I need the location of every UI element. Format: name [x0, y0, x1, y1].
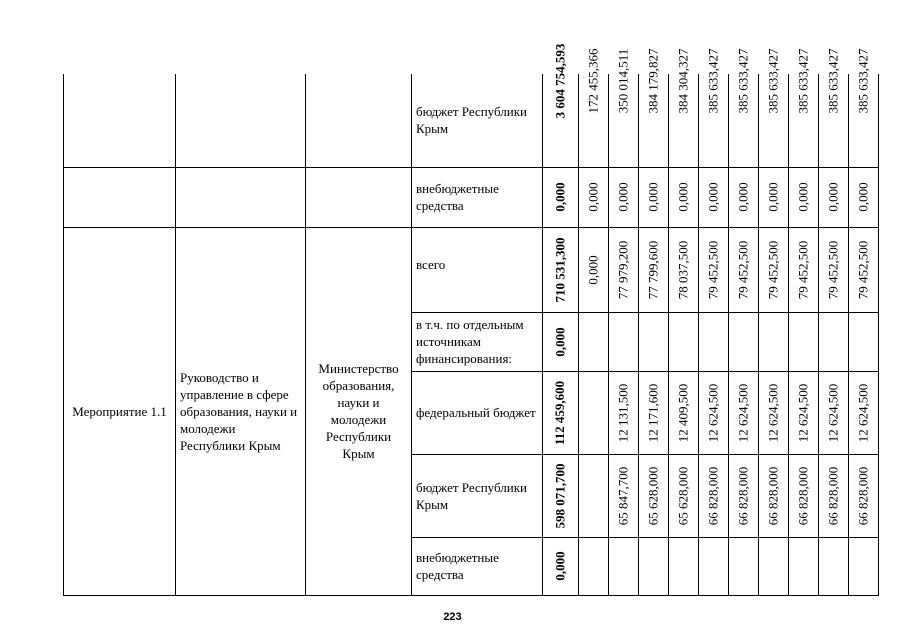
year-cell: 66 828,000	[819, 454, 849, 537]
empty-executor-cell	[306, 74, 412, 167]
year-cell: 12 624,500	[789, 371, 819, 454]
year-cell: 65 628,000	[669, 454, 699, 537]
year-cell	[639, 312, 669, 371]
year-cell	[579, 312, 609, 371]
year-cell	[609, 312, 639, 371]
year-cell: 79 452,500	[729, 227, 759, 312]
year-cell: 385 633,427	[699, 74, 729, 167]
source-cell: внебюджетные средства	[412, 167, 543, 227]
year-cell	[759, 537, 789, 595]
year-cell: 385 633,427	[849, 74, 879, 167]
table-row	[64, 227, 879, 312]
year-cell: 385 633,427	[789, 74, 819, 167]
year-cell: 0,000	[669, 167, 699, 227]
year-cell: 172 455,366	[579, 74, 609, 167]
year-cell	[699, 537, 729, 595]
year-cell: 66 828,000	[759, 454, 789, 537]
year-cell: 12 131,500	[609, 371, 639, 454]
year-cell: 385 633,427	[729, 74, 759, 167]
year-cell	[789, 537, 819, 595]
year-cell	[819, 537, 849, 595]
empty-name-cell	[176, 74, 306, 167]
table-row	[64, 74, 879, 167]
year-cell: 0,000	[819, 167, 849, 227]
year-cell: 385 633,427	[759, 74, 789, 167]
year-cell: 65 847,700	[609, 454, 639, 537]
total-cell: 598 071,700	[543, 454, 579, 537]
year-cell	[849, 537, 879, 595]
year-cell: 0,000	[699, 167, 729, 227]
year-cell	[579, 371, 609, 454]
year-cell: 0,000	[609, 167, 639, 227]
year-cell	[579, 537, 609, 595]
activity-number-cell: Мероприятие 1.1	[64, 227, 176, 595]
year-cell: 79 452,500	[759, 227, 789, 312]
empty-name-cell	[176, 167, 306, 227]
page-number: 223	[443, 611, 462, 623]
activity-name-cell: Руководство и управление в сфере образования, науки и молодежи Республики Крым	[176, 227, 306, 595]
year-cell: 79 452,500	[699, 227, 729, 312]
total-cell: 0,000	[543, 537, 579, 595]
year-cell: 0,000	[579, 167, 609, 227]
year-cell: 12 409,500	[669, 371, 699, 454]
total-cell: 0,000	[543, 167, 579, 227]
source-cell: внебюджетные средства	[412, 537, 543, 595]
total-cell: 710 531,300	[543, 227, 579, 312]
activity-executor-cell: Министерство образования, науки и молодежи Республики Крым	[306, 227, 412, 595]
empty-number-cell	[64, 167, 176, 227]
source-cell: федеральный бюджет	[412, 371, 543, 454]
year-cell: 66 828,000	[789, 454, 819, 537]
year-cell: 77 979,200	[609, 227, 639, 312]
table-body	[64, 43, 879, 595]
year-cell: 79 452,500	[849, 227, 879, 312]
year-cell: 0,000	[579, 227, 609, 312]
year-cell: 0,000	[759, 167, 789, 227]
total-cell: 3 604 754,593	[543, 74, 579, 167]
year-cell: 78 037,500	[669, 227, 699, 312]
empty-number-cell	[64, 74, 176, 167]
total-cell: 0,000	[543, 312, 579, 371]
year-cell: 0,000	[789, 167, 819, 227]
empty-executor-cell	[306, 167, 412, 227]
year-cell: 66 828,000	[729, 454, 759, 537]
year-cell: 66 828,000	[699, 454, 729, 537]
year-cell: 350 014,511	[609, 74, 639, 167]
year-cell	[579, 454, 609, 537]
year-cell	[759, 312, 789, 371]
year-cell: 79 452,500	[789, 227, 819, 312]
year-cell	[609, 537, 639, 595]
year-cell	[789, 312, 819, 371]
source-cell: всего	[412, 227, 543, 312]
year-cell: 384 179,827	[639, 74, 669, 167]
year-cell: 385 633,427	[819, 74, 849, 167]
year-cell: 12 624,500	[849, 371, 879, 454]
year-cell	[669, 537, 699, 595]
year-cell: 12 624,500	[729, 371, 759, 454]
year-cell	[729, 312, 759, 371]
source-cell: в т.ч. по отдельным источникам финансирования:	[412, 312, 543, 371]
source-cell: бюджет Республики Крым	[412, 74, 543, 167]
year-cell	[819, 312, 849, 371]
year-cell: 66 828,000	[849, 454, 879, 537]
year-cell: 79 452,500	[819, 227, 849, 312]
year-cell	[699, 312, 729, 371]
year-cell: 12 171,600	[639, 371, 669, 454]
year-cell: 12 624,500	[819, 371, 849, 454]
year-cell: 12 624,500	[759, 371, 789, 454]
total-cell: 112 459,600	[543, 371, 579, 454]
table-row	[64, 167, 879, 227]
funding-table	[63, 43, 879, 596]
year-cell: 77 799,600	[639, 227, 669, 312]
year-cell	[729, 537, 759, 595]
year-cell: 0,000	[849, 167, 879, 227]
year-cell: 0,000	[639, 167, 669, 227]
year-cell	[849, 312, 879, 371]
year-cell: 65 628,000	[639, 454, 669, 537]
year-cell: 12 624,500	[699, 371, 729, 454]
year-cell: 384 304,327	[669, 74, 699, 167]
year-cell: 0,000	[729, 167, 759, 227]
year-cell	[669, 312, 699, 371]
source-cell: бюджет Республики Крым	[412, 454, 543, 537]
year-cell	[639, 537, 669, 595]
